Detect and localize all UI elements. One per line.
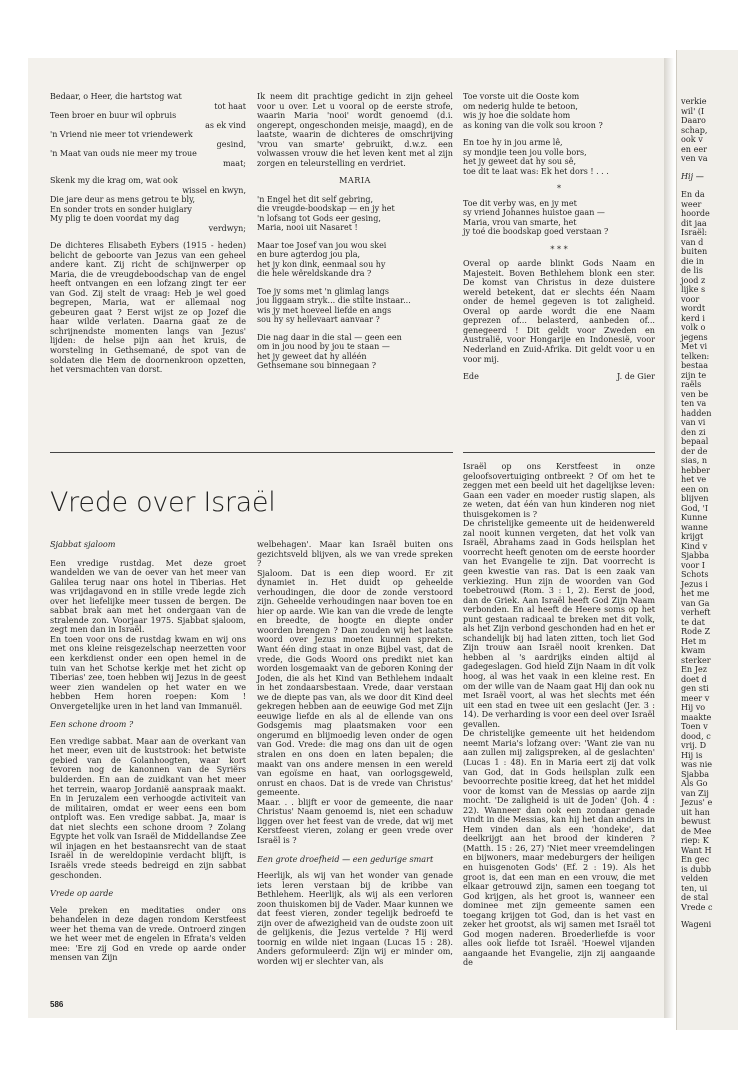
next-page-line: Want H: [681, 844, 712, 855]
article-paragraph: De christelijke gemeente uit de heidenwereld zal nooit kunnen vergeten, dat het volk van Israël, Abrahams zaad in Gods heilsplan het voorrecht heeft genoten om de eerste hoorder van het Evangelie te zijn. Dat voorrecht is geen kwestie van ras. Dat is een zaak van verkiezing. Hun zijn de woorden van God toebetrouwd (Rom. 3 : 1, 2). Eerst de jood, dan de Griek. Aan Israël heeft God Zijn Naam verbonden. En al heeft de Heere soms op het punt gestaan radicaal te breken met dit volk, als het Zijn verbond geschonden had en het er schandelijk bij had laten zitten, toch liet God Zijn trouw aan Israël nooit krenken. Dat hebben al 's aardrijks einden altijd al gadegeslagen. God hield Zijn Naam in dit volk hoog, al was het vaak in een kleine rest. En om der wille van de Naam gaat Hij dan ook nu met Israël voort, al was het slechts met één uit een stad en twee uit een geslacht (Jer. 3 : 14). De verharding is voor een deel over Israël gevallen.: [463, 518, 655, 729]
next-page-line: Met vi: [681, 341, 708, 351]
poem-line: Toe jy soms met 'n glimlag langs: [257, 286, 390, 296]
article-column-2: [257, 540, 453, 967]
article-column-2-body: [257, 540, 453, 967]
next-page-line: krijgt: [681, 531, 704, 541]
article-column-3-body: [463, 462, 655, 968]
next-page-line: Sjabba: [681, 768, 710, 779]
next-page-line: ven be: [681, 388, 709, 399]
poem-stanza: [50, 92, 246, 168]
next-page-line: Als Go: [681, 778, 708, 788]
article-paragraph: Heerlijk, als wij van het wonder van genade iets leren verstaan bij de kribbe van Bethlehem. Heerlijk, als wij als een verloren zoon thuiskomen bij de Vader. Maar kunnen we dat feest vieren, zonder tegelijk bedroefd te zijn over de afwezigheid van de oudste zoon uit de gelijkenis, die Jezus vertelde ? Hij werd toornig en wilde niet ingaan (Lucas 15 : 28). Anders geformuleerd: Zijn wij er minder om, worden wij er slechter van, als: [257, 870, 453, 966]
next-page-text: [681, 97, 738, 930]
poem-line: wis jy hoe die soldate hom: [463, 111, 571, 120]
next-page-line: bepaal: [681, 436, 709, 446]
next-page-line: En da: [681, 189, 705, 199]
poem-line: om in jou nood by jou te staan —: [257, 342, 390, 352]
article-paragraph: welbehagen'. Maar kan Israël buiten ons gezichtsveld blijven, als we van vrede spreken ?: [257, 539, 453, 569]
next-page-line: hebber: [681, 464, 711, 475]
poem-line: 'n Vriend nie meer tot vriendewerk: [50, 130, 193, 139]
next-page-line: de Mee: [681, 825, 712, 836]
article-subtitle: Sjabbat sjaloom: [50, 539, 116, 549]
poem-line: Skenk my die krag om, wat ook: [50, 176, 178, 185]
next-page-line: van Zij: [681, 787, 709, 798]
next-page-line: gen sti: [681, 683, 709, 693]
poem-line: jy toé die boodskap goed verstaan ?: [463, 227, 609, 237]
next-page-line: voor: [681, 293, 700, 304]
next-page-line: sterker: [681, 654, 711, 665]
next-page-line: ven va: [681, 153, 708, 163]
article-column-1: [50, 540, 246, 963]
poem-line: sy vriend Johannes huistoe gaan —: [463, 208, 605, 218]
top-column-1: [50, 92, 246, 375]
next-page-line: jood z: [681, 274, 706, 285]
next-page-line: die in: [681, 255, 704, 266]
next-page-line: sias, n: [681, 455, 708, 465]
poem-line: En toe hy in jou arme lê,: [463, 138, 563, 147]
next-page-line: is dubb: [681, 863, 712, 874]
poem-line: het jy geweet dat hy sou sê,: [463, 157, 576, 166]
next-page-strip: [676, 50, 738, 1030]
poem-line: 'n Engel het dit self gebring,: [257, 194, 374, 204]
next-page-line: vrij. D: [681, 740, 707, 750]
article-subheading: Een grote droefheid — een gedurige smart: [257, 853, 434, 864]
poem-stanza: [257, 333, 453, 371]
next-page-line: blijven: [681, 493, 709, 503]
next-page-line: ten, ui: [681, 882, 708, 893]
next-page-line: Hij vo: [681, 702, 706, 712]
poem-line: sy mondjie teen jou volle bors,: [463, 147, 587, 157]
top-column-2: [257, 92, 453, 379]
next-page-line: Rode Z: [681, 626, 711, 636]
poem-stanza: [257, 287, 453, 325]
page-number: 586: [50, 1000, 64, 1009]
poem-line: gesind,: [216, 139, 246, 149]
poem-maria-part1: [257, 195, 453, 371]
next-page-line: en eer: [681, 143, 708, 154]
poem-line: om nederig hulde te betoon,: [463, 101, 578, 111]
next-page-line: kerd i: [681, 312, 705, 323]
gier-closing: Overal op aarde blinkt Gods Naam en Majesteit. Boven Bethlehem blonk een ster. De komst van Christus in deze duistere wereld betekent, dat er slechts één Naam onder de hemel gegeven is tot zaligheid. Overal op aarde wordt die ene Naam geprezen of... belasterd, aanbeden of... genegeerd ! Dit geldt voor Zweden en Australië, voor Hongarije en Indonesië, voor Nederland en Zuid-Afrika. Dit geldt voor u en voor mij.: [463, 258, 655, 364]
article-paragraph: Vele preken en meditaties onder ons behandelen in deze dagen rondom Kerstfeest weer het thema van de vrede. Ontroerd zingen we het weer met de engelen in Efrata's velden mee: 'Ere zij God en vrede op aarde onder mensen van Zijn: [50, 904, 246, 963]
next-page-line: Daaro: [681, 115, 706, 125]
next-page-line: het me: [681, 588, 710, 598]
next-page-line: maakte: [681, 711, 712, 722]
poem-line: Maria, nooi uit Nasaret !: [257, 223, 358, 233]
next-page-line: dood, c: [681, 730, 711, 741]
next-page-line: hoorde: [681, 208, 710, 218]
section-star-divider: * * *: [550, 243, 568, 254]
poem-line: Maar toe Josef van jou wou skei: [257, 240, 387, 250]
poem-line: Die nag daar in die stal — geen een: [257, 332, 402, 342]
next-page-line: ten va: [681, 398, 707, 408]
next-page-line: de lis: [681, 265, 703, 275]
poem-line: het jy geweet dat hy alléén: [257, 351, 367, 361]
next-page-signature: Wageni: [681, 919, 712, 929]
next-page-line: uit han: [681, 806, 710, 817]
poem-star-divider: *: [556, 183, 562, 193]
poem-line: die hele wêreldskande dra ?: [257, 269, 372, 279]
next-page-line: te dat: [681, 616, 705, 627]
next-page-line: een on: [681, 483, 709, 494]
poem-stanza: [50, 176, 246, 233]
article-subheading: Een schone droom ?: [50, 719, 134, 730]
poem-line: toe dit te laat was: Ek het dors ! . . .: [463, 166, 609, 176]
poem-line: en bure agterdog jou pla,: [257, 250, 361, 260]
next-page-line: verheft: [681, 607, 711, 617]
poem-line: die vreugde-boodskap — en jy het: [257, 204, 395, 214]
next-page-line: En gec: [681, 854, 710, 864]
next-page-line: de stal: [681, 892, 709, 902]
poem-line: sou hy sy hellevaart aanvaar ?: [257, 315, 380, 325]
next-page-line: Israël:: [681, 227, 708, 237]
next-page-line: lijke s: [681, 284, 706, 294]
next-page-line: weer: [681, 198, 702, 209]
next-page-line: wordt: [681, 303, 706, 313]
next-page-line: zijn te: [681, 369, 707, 380]
next-page-line: Vrede c: [681, 901, 713, 912]
next-page-line: Jezus' e: [681, 797, 713, 807]
next-page-line: den zi: [681, 426, 706, 437]
next-page-line: raëls: [681, 379, 702, 389]
poem-line: Toe dit verby was, en jy met: [463, 198, 577, 208]
article-column-1-body: [50, 559, 246, 963]
next-page-line: En Jez: [681, 664, 707, 674]
poem-maria-part2: [463, 92, 655, 176]
next-page-line: ook v: [681, 134, 703, 144]
poem-line: as ek vind: [205, 120, 246, 130]
poem-stanza: [257, 195, 453, 233]
poem-line: het jy kon dink, eenmaal sou hy: [257, 259, 386, 269]
next-page-line: van vi: [681, 417, 706, 427]
article-paragraph: En toen voor ons de rustdag kwam en wij ons met ons kleine reisgezelschap neerzetten voor een kerkdienst onder een open hemel in de tuin van het Schotse kerkje met het zicht op Tiberias' zee, toen hebben wij Jezus in de geest weer zien wandelen op het water en we hebben Hem horen roepen: Kom ! Onvergetelijke uren in het land van Immanuël.: [50, 633, 246, 711]
poem-eybers: [50, 92, 246, 233]
next-page-line: bestaa: [681, 360, 709, 370]
top-column-3: [463, 92, 655, 382]
next-page-line: meer v: [681, 692, 710, 703]
next-page-line: Jezus i: [681, 578, 708, 589]
poem-line: Bedaar, o Heer, die hartstog wat: [50, 92, 182, 101]
poem-line: En sonder trots en sonder huiglary: [50, 204, 192, 214]
poem-line: Die jare deur as mens getrou te bly,: [50, 195, 196, 204]
poem-line: wis jy met hoeveel liefde en angs: [257, 305, 392, 315]
article-paragraph: Een vredige rustdag. Met deze groet wandelden we van de oever van het meer van Galilea terug naar ons hotel in Tiberias. Het was vrijdagavond en in stille vrede legde zich over het liefelijke meer tussen de bergen. De sabbat brak aan met het ondergaan van de stralende zon. Voorjaar 1975. Sjabbat sjaloom, zegt men dan in Israël.: [50, 557, 246, 635]
article-paragraph: Israël op ons Kerstfeest in onze geloofsovertuiging ontbreekt ? Of om het te zeggen met een beeld uit het dagelijkse leven: Gaan een vader en moeder rustig slapen, als ze weten, dat één van hun kinderen nog niet thuisgekomen is ?: [463, 461, 655, 519]
next-page-line: voor I: [681, 559, 705, 570]
eybers-commentary: De dichteres Elisabeth Eybers (1915 - heden) belicht de geboorte van Jezus van een geheel andere kant. Zij richt de schijnwerper op Maria, die de vreugdeboodschap van de engel heeft ontvangen en een lofzang zingt ter eer van God. Zij stelt de vraag: Heb je wel goed begrepen, Maria, wat er allemaal nog gebeuren gaat ? Eerst wijst ze op Jozef die haar wilde verlaten. Daarna gaat ze de schrijnendste momenten langs van Jezus' lijden: de helse pijn aan het kruis, de worsteling in Gethsemané, de spot van de soldaten die Hem de doornenkroon opzetten, het versmachten van dorst.: [50, 240, 246, 375]
poem-line: 'n Maat van ouds nie meer my troue: [50, 149, 197, 158]
poem-line: Toe vorste uit die Ooste kom: [463, 92, 580, 101]
next-page-line: jegens: [681, 331, 708, 342]
next-page-line: Het m: [681, 635, 707, 646]
signature-place: Ede: [463, 371, 479, 382]
next-page-line: was nie: [681, 759, 713, 769]
next-page-line: God, 'I: [681, 502, 709, 513]
section-rule-left: [50, 452, 453, 453]
next-page-line: wil' (I: [681, 105, 705, 116]
next-page-line: Schots: [681, 569, 709, 579]
poem-line: 'n lofsang tot Gods eer gesing,: [257, 213, 381, 223]
next-page-line: dit jaa: [681, 217, 707, 228]
poem-line: tot haat: [214, 101, 246, 111]
maria-intro: Ik neem dit prachtige gedicht in zijn geheel voor u over. Let u vooral op de eerste strofe, waarin Maria 'nooi' wordt genoemd (d.i. ongerept, ongeschonden meisje, maagd), en de laatste, waarin de dichteres de omschrijving 'vrou van smarte' gebruikt, d.w.z. een volwassen vrouw die het leven kent met al zijn zorgen en teleurstelling en verdriet.: [257, 91, 453, 168]
next-page-line: velden: [681, 873, 709, 883]
poem-stanza: [257, 241, 453, 279]
signature-author: J. de Gier: [616, 371, 655, 382]
article-column-3: [463, 462, 655, 968]
article-paragraph: Sjaloom. Dat is een diep woord. Er zit dynamiet in. Het duidt op geheelde verhoudingen, die door de zonde verstoord zijn. Geheelde verhoudingen naar boven toe en hier op aarde. Wie kan van die vrede de lengte en breedte, de hoogte en diepte onder woorden brengen ? Dan zouden wij het laatste woord over Jezus moeten kunnen spreken. Want één ding staat in onze Bijbel vast, dat de vrede, die Gods Woord ons predikt niet kan worden losgemaakt van de geboren Koning der Joden, die als het Kind van Bethlehem indaalt in het zondaarsbestaan. Vrede, daar verstaan we de diepte pas van, als we door dit Kind deel gekregen hebben aan de eeuwige God met Zijn eeuwige liefde en als al de ellende van ons Godsgemis mag plaatsmaken voor een ongerumd en blijmoedig leven onder de ogen van God. Vrede: die mag ons dan uit de ogen stralen en ons doen en laten bepalen; die maakt van ons andere mensen in een wereld van egoïsme en haat, van oorlogsgeweld, onrust en chaos. Dat is de vrede van Christus' gemeente.: [257, 567, 453, 798]
poem-line: Teen broer en buur wil opbruis: [50, 111, 177, 120]
poem-line: jou liggaam stryk... die stilte instaar...: [257, 296, 411, 306]
next-page-heading: Hij —: [681, 170, 704, 181]
next-page-line: bewust: [681, 816, 711, 826]
next-page-line: der de: [681, 445, 708, 456]
poem-line: as koning van die volk sou kroon ?: [463, 120, 603, 130]
next-page-line: het ve: [681, 474, 707, 484]
next-page-line: buiten: [681, 246, 708, 256]
poem-line: Maria, vrou van smarte, het: [463, 217, 577, 227]
section-rule-right: [463, 452, 655, 453]
next-page-line: kwam: [681, 645, 706, 655]
next-page-line: van Ga: [681, 597, 710, 608]
poem-line: wissel en kwyn,: [182, 185, 246, 195]
poem-line: My plig te doen voordat my dag: [50, 214, 180, 223]
next-page-line: volk o: [681, 322, 706, 332]
next-page-line: doet d: [681, 673, 707, 684]
next-page-line: verkie: [681, 96, 707, 106]
next-page-line: van d: [681, 236, 704, 247]
article-title: Vrede over Israël: [50, 487, 276, 518]
poem-stanza: [463, 138, 655, 176]
next-page-line: wanne: [681, 521, 708, 532]
poem-stanza: [463, 92, 655, 130]
poem-maria-last-stanza: [463, 199, 655, 237]
article-subheading: Vrede op aarde: [50, 888, 114, 899]
poem-title-maria: MARIA: [339, 175, 371, 186]
next-page-line: telken:: [681, 350, 710, 361]
next-page-line: hadden: [681, 407, 712, 418]
next-page-line: Kunne: [681, 512, 708, 522]
next-page-line: schap,: [681, 124, 708, 135]
next-page-line: Hij is: [681, 749, 703, 760]
article-paragraph: De christelijke gemeente uit het heidendom neemt Maria's lofzang over: 'Want zie van nu aan zullen mij zaligspreken, al de geslachten' (Lucas 1 : 48). En in Maria eert zij dat volk van God, dat in Gods heilsplan zulk een bevoorrechte positie kreeg, dat het het middel voor de komst van de Messias op aarde zijn mocht. 'De zaligheid is uit de Joden' (Joh. 4 : 22). Wanneer dan ook een zondaar genade vindt in die Messias, kan hij het dan anders in Hem vinden dan als een 'hondeke', dat deelkrijgt aan het brood der kinderen ? (Matth. 15 : 26, 27) 'Niet meer vreemdelingen en bijwoners, maar medeburgers der heiligen en huisgenoten Gods' (Ef. 2 : 19). Als het groot is, dat een man en een vrouw, die met elkaar getrouwd zijn, samen een toegang tot God krijgen, als het groot is, wanneer een dominee met zijn gemeente samen een toegang krijgen tot God, dan is het vast en zeker het grootst, als wij samen met Israël tot God mogen naderen. Broederliefde is voor alles ook liefde tot Israël. 'Hoewel vijanden aangaande het Evangelie, zijn zij aangaande de: [463, 728, 655, 968]
next-page-line: Sjabba: [681, 550, 710, 560]
article-paragraph: Een vredige sabbat. Maar aan de overkant van het meer, even uit de kuststrook: het betwiste gebied van de Golanhoogten, waar kort tevoren nog de kanonnen van de Syriërs bulderden. En aan de zuidkant van het meer het terrein, waarop Jordanië aanspraak maakt. En in Jeruzalem een verhoogde activiteit van de militairen, omdat er weer eens een bom ontploft was. Een vredige sabbat. Ja, maar is dat niet slechts een schone droom ? Zolang Egypte het volk van Israël de Middellandse Zee wil injagen en het bestaansrecht van de staat Israël in de wereldopinie verdacht blijft, is Israëls vrede steeds bedreigd en zijn sabbat geschonden.: [50, 735, 246, 880]
poem-line: maat;: [222, 158, 246, 168]
page-gutter-shadow: [664, 58, 674, 1018]
poem-line: Gethsemane sou binnegaan ?: [257, 361, 377, 371]
author-signature: [463, 372, 655, 382]
next-page-line: Kind v: [681, 540, 708, 551]
next-page-line: Toen v: [681, 721, 708, 731]
next-page-line: riep: K: [681, 835, 709, 845]
poem-line: verdwyn;: [208, 223, 246, 233]
article-paragraph: Maar. . . blijft er voor de gemeente, die naar Christus' Naam genoemd is, niet een schaduw liggen over het feest van de vrede, dat wij met Kerstfeest vieren, zolang er geen vrede over Israël is ?: [257, 796, 453, 845]
